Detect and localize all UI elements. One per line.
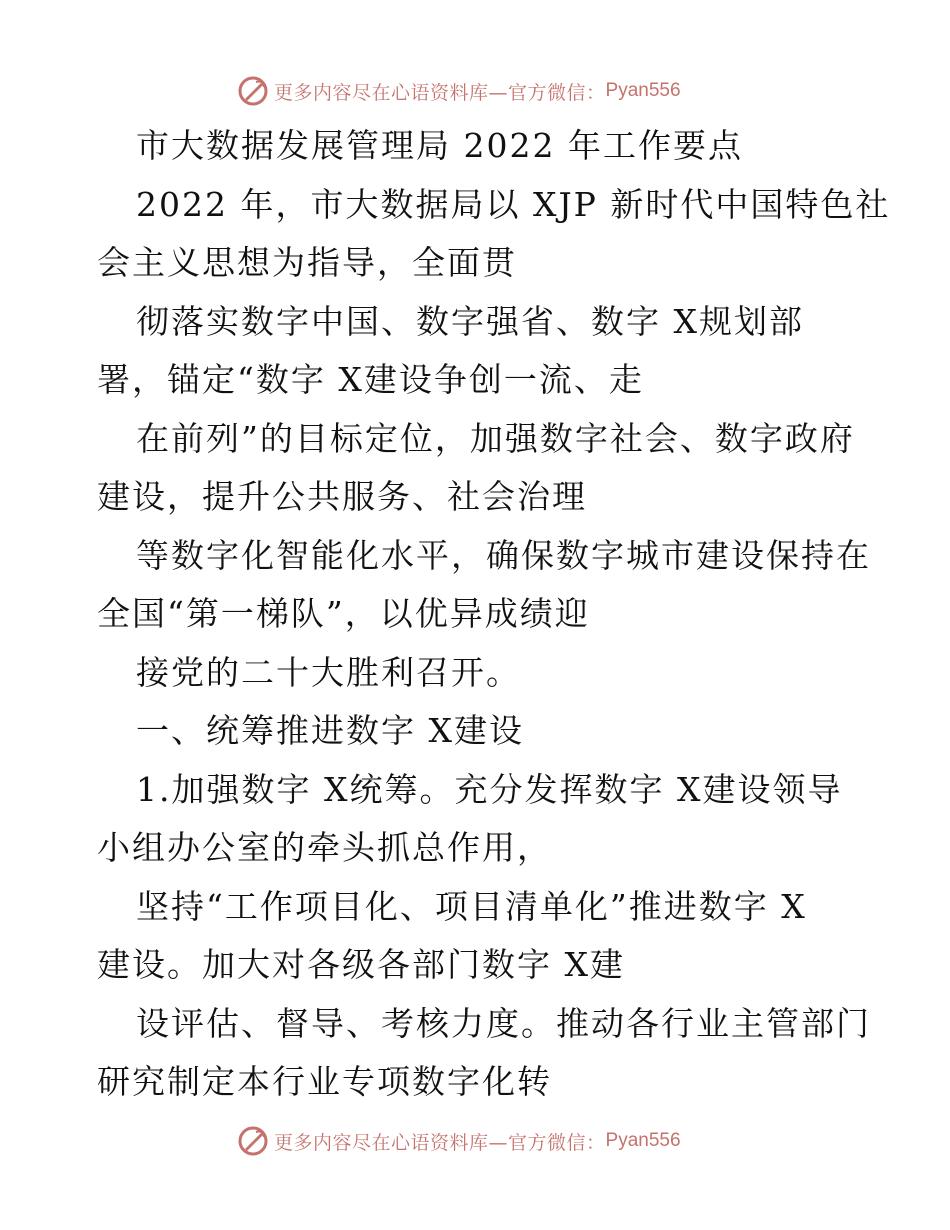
watermark-wechat-id: Pyan556 [605,1130,681,1151]
paragraph-line: 2022 年，市大数据局以 XJP 新时代中国特色社 [136,185,891,224]
quill-logo-icon [236,1124,270,1158]
paragraph-line: 署，锚定“数字 X建设争创一流、走 [97,360,644,399]
paragraph-line: 建设，提升公共服务、社会治理 [97,477,587,516]
paragraph-line: 会主义思想为指导，全面贯 [97,243,517,282]
paragraph-line: 全国“第一梯队”，以优异成绩迎 [97,594,590,633]
section-heading: 一、统筹推进数字 X建设 [136,711,524,750]
watermark-header [236,71,681,111]
paragraph-line: 1.加强数字 X统筹。充分发挥数字 X建设领导 [136,770,843,809]
paragraph-line: 等数字化智能化水平，确保数字城市建设保持在 [136,536,871,575]
quill-logo-icon [236,74,270,108]
paragraph-line: 研究制定本行业专项数字化转 [97,1062,552,1101]
document-title: 市大数据发展管理局 2022 年工作要点 [136,126,743,165]
paragraph-line: 坚持“工作项目化、项目清单化”推进数字 X [136,887,807,926]
paragraph-line: 小组办公室的牵头抓总作用， [97,828,552,867]
paragraph-line: 设评估、督导、考核力度。推动各行业主管部门 [136,1004,871,1043]
paragraph-line: 彻落实数字中国、数字强省、数字 X规划部 [136,302,804,341]
watermark-text: 更多内容尽在心语资料库—官方微信： [274,1131,606,1154]
watermark-text: 更多内容尽在心语资料库—官方微信： [274,81,606,104]
paragraph-line: 接党的二十大胜利召开。 [136,653,521,692]
paragraph-line: 在前列”的目标定位，加强数字社会、数字政府 [136,419,855,458]
watermark-footer [236,1121,681,1161]
paragraph-line: 建设。加大对各级各部门数字 X建 [97,945,625,984]
watermark-wechat-id: Pyan556 [605,80,681,101]
